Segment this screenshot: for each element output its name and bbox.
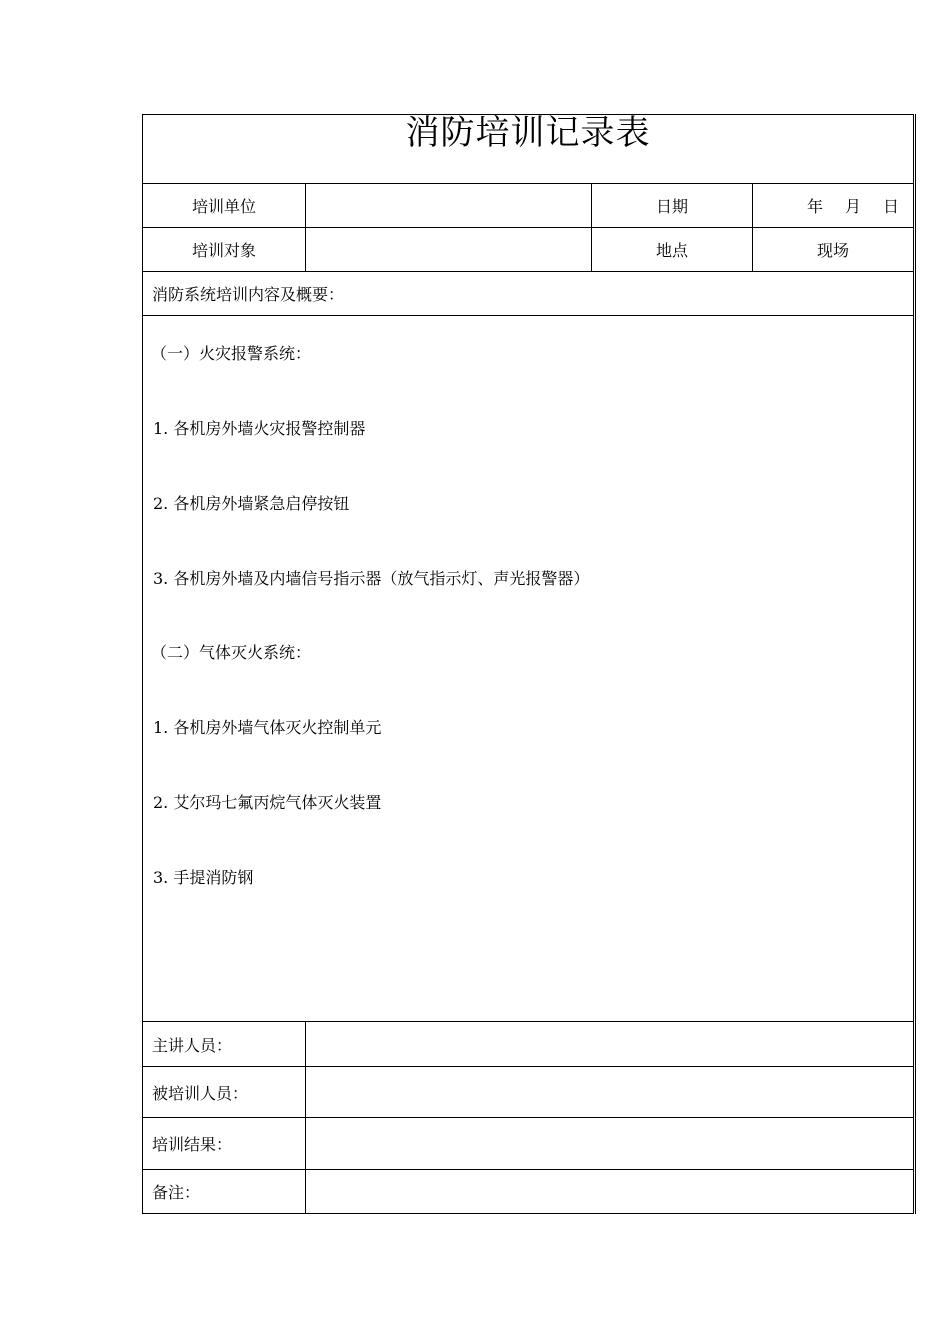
content-line: 2. 各机房外墙紧急启停按钮 bbox=[153, 494, 350, 513]
date-field[interactable] bbox=[753, 184, 913, 227]
lecturer-row bbox=[143, 1022, 913, 1067]
lecturer-field[interactable] bbox=[306, 1022, 913, 1066]
result-label: 培训结果： bbox=[143, 1118, 306, 1169]
unit-field[interactable] bbox=[306, 184, 592, 227]
title-row bbox=[143, 115, 913, 184]
content-line: 2. 艾尔玛七氟丙烷气体灭火装置 bbox=[153, 793, 382, 812]
unit-row bbox=[143, 184, 913, 228]
content-heading: 消防系统培训内容及概要： bbox=[152, 285, 345, 304]
content-line: （二）气体灭火系统： bbox=[151, 643, 312, 662]
remarks-field[interactable] bbox=[306, 1170, 913, 1213]
content-line: 3. 各机房外墙及内墙信号指示器（放气指示灯、声光报警器） bbox=[153, 569, 590, 588]
result-row bbox=[143, 1118, 913, 1170]
content-line: （一）火灾报警系统： bbox=[151, 344, 312, 363]
content-area bbox=[143, 316, 913, 1022]
remarks-label: 备注： bbox=[143, 1170, 306, 1213]
location-value[interactable]: 现场 bbox=[816, 241, 849, 260]
content-line: 3. 手提消防钢 bbox=[153, 868, 254, 887]
content-line: 1. 各机房外墙火灾报警控制器 bbox=[153, 419, 366, 438]
location-label: 地点 bbox=[592, 228, 753, 271]
date-day: 日 bbox=[882, 197, 899, 216]
date-month: 月 bbox=[844, 197, 861, 216]
remarks-row bbox=[143, 1170, 913, 1213]
form-title: 消防培训记录表 bbox=[405, 113, 651, 153]
date-label: 日期 bbox=[592, 184, 753, 227]
trainees-row bbox=[143, 1067, 913, 1118]
trainees-field[interactable] bbox=[306, 1067, 913, 1117]
trainees-label: 被培训人员： bbox=[143, 1067, 306, 1117]
target-label: 培训对象 bbox=[143, 228, 306, 271]
content-line: 1. 各机房外墙气体灭火控制单元 bbox=[153, 718, 382, 737]
target-row bbox=[143, 228, 913, 272]
training-record-form bbox=[142, 114, 914, 1214]
content-heading-row bbox=[143, 272, 913, 316]
unit-label: 培训单位 bbox=[143, 184, 306, 227]
target-field[interactable] bbox=[306, 228, 592, 271]
lecturer-label: 主讲人员： bbox=[143, 1022, 306, 1066]
result-field[interactable] bbox=[306, 1118, 913, 1169]
date-year: 年 bbox=[806, 197, 823, 216]
